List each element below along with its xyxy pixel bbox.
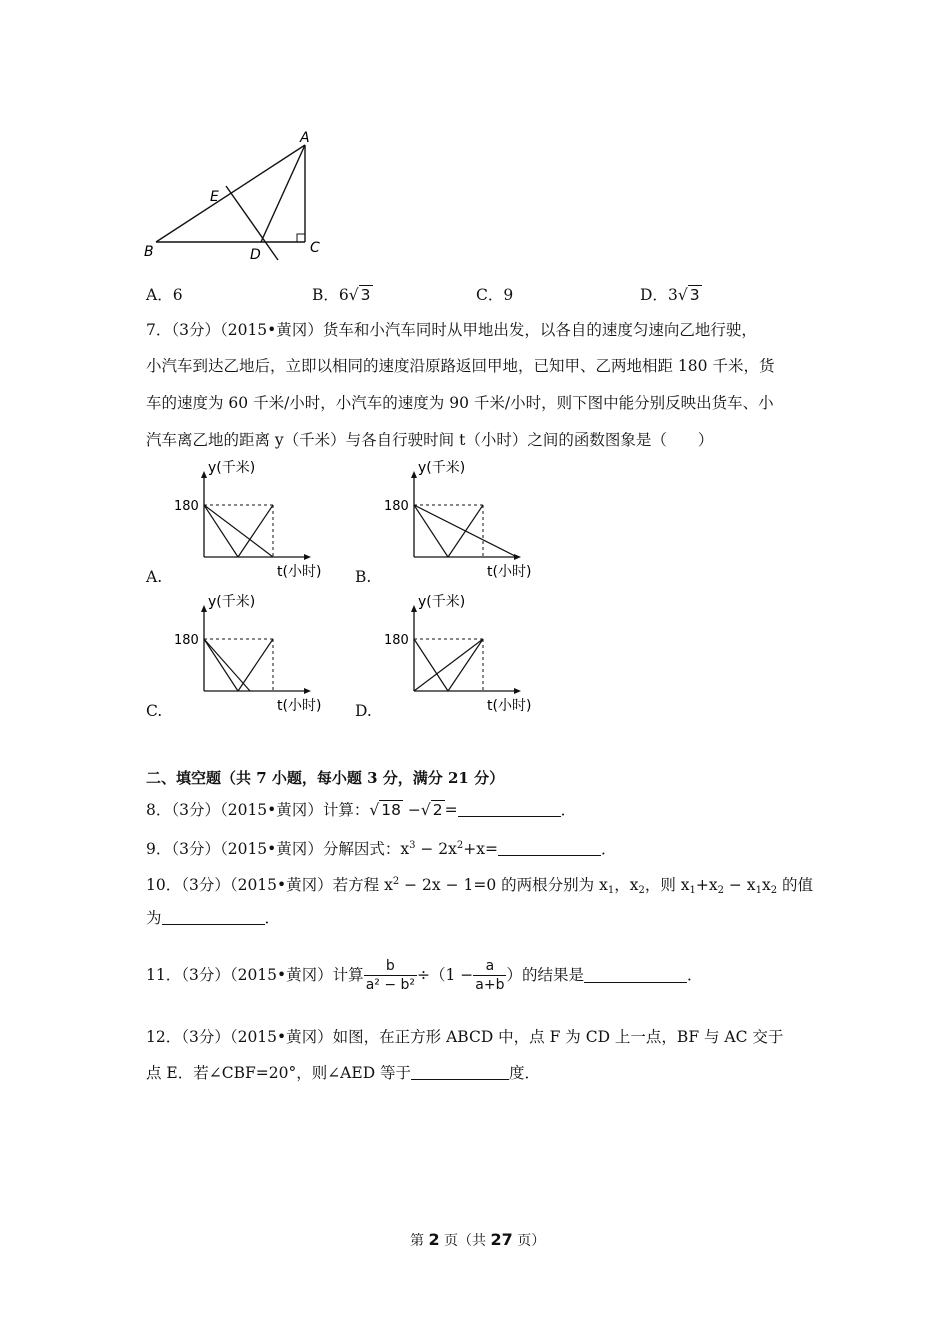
y-axis-label: y(千米): [208, 594, 256, 610]
answer-blank[interactable]: [411, 1065, 509, 1080]
y-value-label: 180: [174, 499, 199, 514]
x-axis-label: t(小时): [487, 698, 532, 714]
graph-c-letter: C.: [146, 702, 163, 720]
x-axis-label: t(小时): [487, 564, 532, 580]
q7-line: 小汽车到达乙地后，立即以相同的速度沿原路返回甲地，已知甲、乙两地相距 180 千米，货: [146, 357, 775, 375]
q6-option-a: A．6: [146, 286, 183, 304]
fraction: $\frac{b}{\text{a² − b²}}$: [365, 957, 416, 993]
fraction: $\frac{a}{a+b}$: [475, 957, 505, 993]
sqrt-symbol: √ 18: [369, 801, 401, 819]
label-A: A: [300, 130, 310, 146]
y-axis-label: y(千米): [418, 460, 466, 476]
page-total: 27: [490, 1230, 513, 1249]
y-value-label: 180: [384, 499, 409, 514]
question-10: 10．（3分）（2015•黄冈）若方程 $x^2 - 2x - 1=0$ 的两根分别为 $x_1$，$x_2$，则 $x_1+x_2 - x_1x_2$ 的值: [146, 876, 813, 896]
q6-option-b: B．6√ 3: [312, 286, 371, 304]
graph-d-letter: D.: [355, 702, 372, 720]
page-number: 2: [428, 1230, 440, 1249]
label-B: B: [144, 244, 154, 260]
label-C: C: [310, 240, 320, 256]
graph-option-b: [380, 458, 570, 583]
sqrt-symbol: √ 3: [677, 286, 700, 304]
answer-blank[interactable]: [458, 802, 561, 817]
question-10-line2: 为 ．: [146, 909, 281, 927]
section-2-title: 二、填空题（共 7 小题，每小题 3 分，满分 21 分）: [146, 769, 505, 787]
graph-b-letter: B.: [355, 568, 372, 586]
q6-option-d: D．3√ 3: [640, 286, 700, 304]
label-D: D: [250, 247, 261, 263]
label-E: E: [210, 189, 219, 205]
sqrt-symbol: √ 2: [420, 801, 443, 819]
x-axis-label: t(小时): [277, 564, 322, 580]
graph-option-c: [170, 592, 360, 717]
graph-option-a: [170, 458, 360, 583]
question-8: 8．（3分）（2015•黄冈）计算：√ 18 −√ 2 = ．: [146, 801, 577, 819]
question-9: 9．（3分）（2015•黄冈）分解因式：$x^3 - 2x^2+x=$ ．: [146, 840, 617, 858]
y-value-label: 180: [384, 633, 409, 648]
y-axis-label: y(千米): [418, 594, 466, 610]
q7-line: 车的速度为 60 千米/小时，小汽车的速度为 90 千米/小时，则下图中能分别反映出货车、小: [146, 394, 774, 412]
sqrt-symbol: √ 3: [348, 286, 371, 304]
question-12-line2: 点 E．若∠CBF=20°，则∠AED 等于 度．: [146, 1064, 541, 1082]
x-axis-label: t(小时): [277, 698, 322, 714]
answer-blank[interactable]: [162, 910, 265, 925]
question-11: 11．（3分）（2015•黄冈）计算 $\frac{b}{\text{a² − b²}}$ ÷（1 − $\frac{a}{a+b}$ ）的结果是 ．: [146, 957, 703, 993]
graph-a-letter: A.: [146, 568, 163, 586]
q6-option-c: C．9: [476, 286, 514, 304]
triangle-figure: [130, 128, 340, 268]
y-value-label: 180: [174, 633, 199, 648]
answer-blank[interactable]: [498, 841, 601, 856]
q7-line: 7．（3分）（2015•黄冈）货车和小汽车同时从甲地出发，以各自的速度匀速向乙地行驶，: [146, 321, 757, 339]
page-footer: 第 2 页（共 27 页）: [410, 1230, 546, 1249]
y-axis-label: y(千米): [208, 460, 256, 476]
q7-line: 汽车离乙地的距离 y（千米）与各自行驶时间 t（小时）之间的函数图象是（ ）: [146, 431, 714, 449]
question-12-line1: 12．（3分）（2015•黄冈）如图，在正方形 ABCD 中，点 F 为 CD 上一点，BF 与 AC 交于: [146, 1028, 784, 1046]
answer-blank[interactable]: [584, 968, 687, 983]
graph-option-d: [380, 592, 570, 717]
